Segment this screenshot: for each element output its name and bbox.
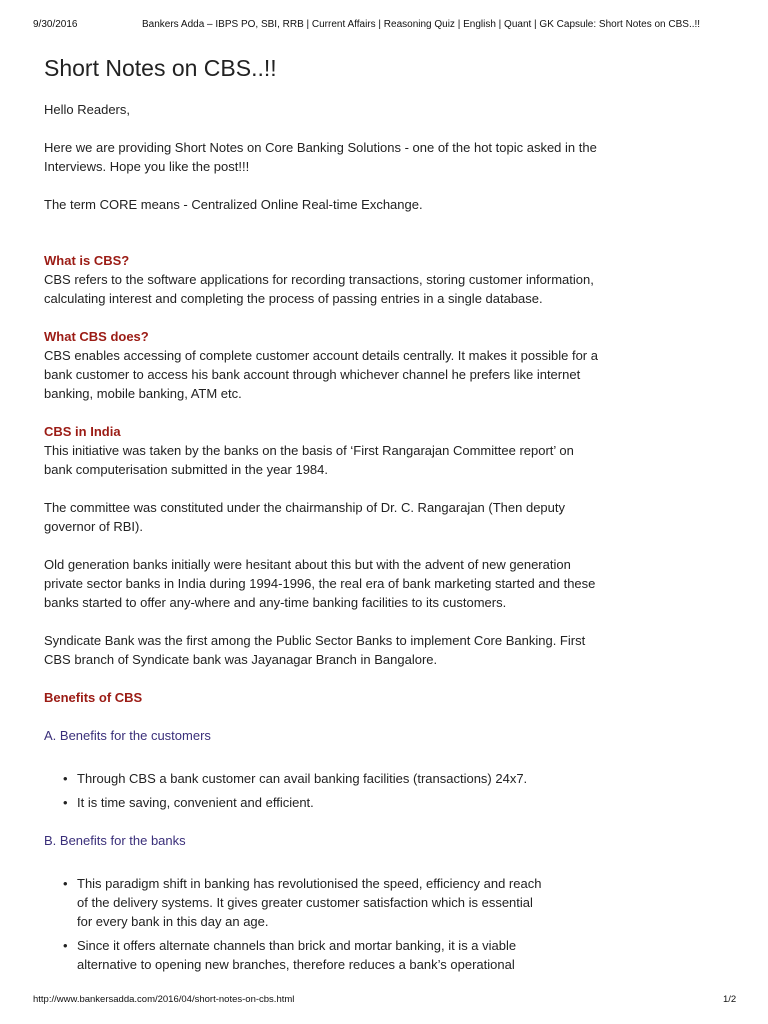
article-body bbox=[44, 100, 604, 979]
cbs-in-india-paragraph: Syndicate Bank was the first among the Public Sector Banks to implement Core Banking. First CBS branch of Syndicate bank was Jayanagar Branch in Bangalore. bbox=[44, 633, 586, 667]
list-item bbox=[63, 936, 604, 974]
bullet-icon: • bbox=[63, 795, 68, 810]
print-page-title: Bankers Adda – IBPS PO, SBI, RRB | Current Affairs | Reasoning Quiz | English | Quant | GK Capsule: Short Notes on CBS..!! bbox=[142, 19, 701, 30]
what-cbs-does-text: CBS enables accessing of complete customer account details centrally. It makes it possible for a bank customer to access his bank account through whichever channel he prefers like internet banking, mobile banking, ATM etc. bbox=[44, 348, 598, 401]
page-number: 1/2 bbox=[723, 994, 737, 1005]
list-item-text: Through CBS a bank customer can avail banking facilities (transactions) 24x7. bbox=[77, 771, 528, 786]
greeting: Hello Readers, bbox=[44, 102, 130, 117]
customer-benefits-heading: A. Benefits for the customers bbox=[44, 728, 211, 743]
what-is-cbs-text: CBS refers to the software applications for recording transactions, storing customer information, calculating interest and completing the process of passing entries in a single database. bbox=[44, 272, 594, 306]
bullet-icon: • bbox=[63, 771, 68, 786]
print-date: 9/30/2016 bbox=[33, 19, 78, 30]
core-meaning-paragraph: The term CORE means - Centralized Online Real-time Exchange. bbox=[44, 197, 423, 212]
bullet-icon: • bbox=[63, 876, 68, 891]
bank-benefits-heading: B. Benefits for the banks bbox=[44, 833, 186, 848]
bank-benefits-list bbox=[44, 874, 604, 974]
customer-benefits-list bbox=[44, 769, 604, 812]
list-item bbox=[63, 769, 604, 788]
article-title: Short Notes on CBS..!! bbox=[44, 55, 277, 81]
list-item-text: Since it offers alternate channels than brick and mortar banking, it is a viable alternative to opening new branches, therefore reduces a bank’s operational bbox=[77, 938, 517, 972]
list-item-text: It is time saving, convenient and efficient. bbox=[77, 795, 314, 810]
print-url: http://www.bankersadda.com/2016/04/short-notes-on-cbs.html bbox=[33, 994, 295, 1005]
list-item bbox=[63, 874, 604, 931]
cbs-in-india-paragraph: Old generation banks initially were hesitant about this but with the advent of new generation private sector banks in India during 1994-1996, the real era of bank marketing started and these banks started to offer any-where and any-time banking facilities to its customers. bbox=[44, 557, 596, 610]
list-item-text: This paradigm shift in banking has revolutionised the speed, efficiency and reach of the delivery systems. It gives greater customer satisfaction which is essential for every bank in this day an age. bbox=[77, 876, 542, 929]
cbs-in-india-heading: CBS in India bbox=[44, 424, 121, 439]
cbs-in-india-paragraph: The committee was constituted under the chairmanship of Dr. C. Rangarajan (Then deputy governor of RBI). bbox=[44, 500, 565, 534]
cbs-in-india-paragraph: This initiative was taken by the banks on the basis of ‘First Rangarajan Committee report’ on bank computerisation submitted in the year 1984. bbox=[44, 443, 574, 477]
list-item bbox=[63, 793, 604, 812]
what-cbs-does-heading: What CBS does? bbox=[44, 329, 149, 344]
intro-paragraph: Here we are providing Short Notes on Core Banking Solutions - one of the hot topic asked in the Interviews. Hope you like the post!!! bbox=[44, 140, 597, 174]
what-is-cbs-heading: What is CBS? bbox=[44, 253, 130, 268]
bullet-icon: • bbox=[63, 938, 68, 953]
benefits-heading: Benefits of CBS bbox=[44, 690, 143, 705]
